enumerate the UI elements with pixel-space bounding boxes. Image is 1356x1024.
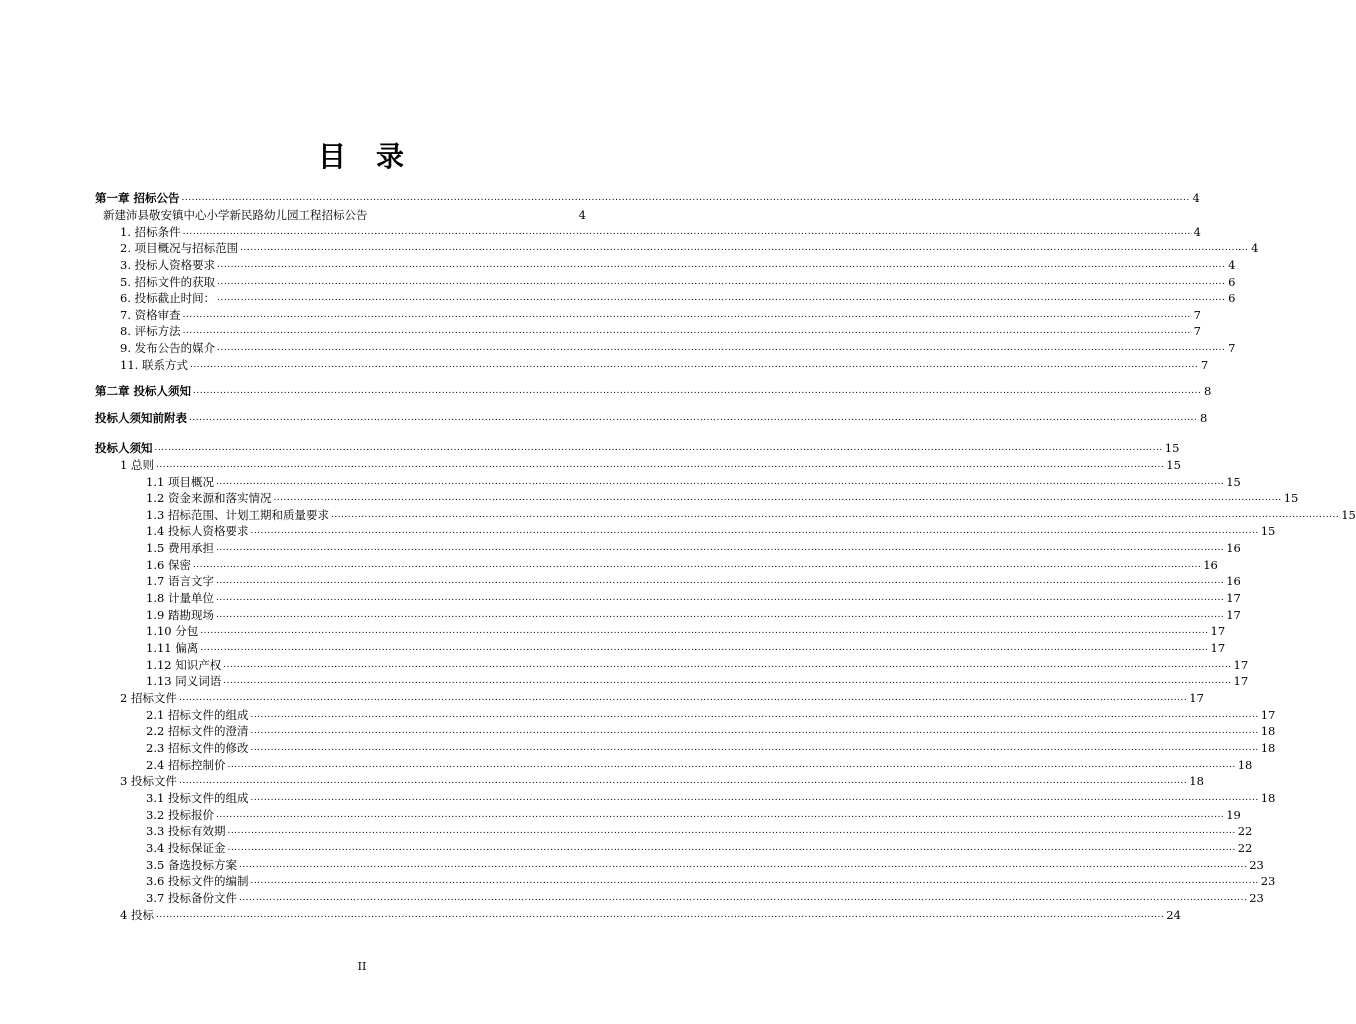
toc-entry[interactable] [146,807,1241,823]
toc-entry[interactable] [146,523,1276,539]
toc-entry[interactable] [95,190,1200,206]
toc-leader-dots: ............................................................................................................................................................................................................................................................................................................ [155,460,1165,470]
toc-entry[interactable] [146,723,1276,739]
toc-leader-dots: ............................................................................................................................................................................................................................................................................................................ [217,277,1226,287]
toc-entry-label: 3.1 投标文件的组成 [146,791,249,805]
toc-entry-label: 2.3 招标文件的修改 [146,741,249,755]
toc-entry-page-number: 7 [1193,308,1201,322]
toc-entry-label: 8. 评标方法 [120,324,181,338]
toc-entry-page-number: 4 [1192,191,1200,205]
toc-leader-dots: ............................................................................................................................................................................................................................................................................................................ [217,343,1226,353]
toc-leader-dots: ............................................................................................................................................................................................................................................................................................................ [215,543,1225,553]
toc-entry[interactable] [120,357,1209,373]
toc-entry-page-number: 8 [1203,384,1212,398]
toc-entry-page-number: 7 [1200,358,1209,372]
toc-entry-page-number: 23 [1249,858,1264,872]
toc-entry[interactable] [120,773,1204,789]
toc-leader-dots: ............................................................................................................................................................................................................................................................................................................ [154,443,1163,453]
toc-entry-page-number: 22 [1237,824,1253,838]
toc-leader-dots: ............................................................................................................................................................................................................................................................................................................ [223,676,1232,686]
toc-entry-page-number: 15 [1226,475,1241,489]
toc-entry-page-number: 16 [1226,574,1241,588]
toc-entry-label: 5. 招标文件的获取 [120,275,216,289]
toc-leader-dots: ............................................................................................................................................................................................................................................................................................................ [215,477,1225,487]
toc-leader-dots: ............................................................................................................................................................................................................................................................................................................ [200,643,1209,653]
toc-entry[interactable] [120,907,1181,923]
toc-entry-page-number: 18 [1260,791,1276,805]
toc-entry-page-number: 4 [578,208,586,222]
toc-entry[interactable] [120,274,1236,290]
toc-entry-label: 6. 投标截止时间： [120,291,216,305]
toc-entry[interactable] [120,240,1259,256]
toc-entry-label: 第二章 投标人须知 [95,384,192,398]
toc-entry-page-number: 15 [1341,508,1356,522]
toc-entry[interactable] [120,690,1204,706]
toc-entry-page-number: 17 [1233,674,1249,688]
toc-entry[interactable] [103,207,586,223]
toc-entry-label: 3.2 投标报价 [146,808,214,822]
toc-entry-page-number: 4 [1193,225,1201,239]
toc-leader-dots: ............................................................................................................................................................................................................................................................................................................ [217,293,1226,303]
toc-entry-page-number: 18 [1189,774,1204,788]
toc-entry-label: 2.2 招标文件的澄清 [146,724,249,738]
toc-entry-page-number: 22 [1237,841,1253,855]
toc-entry-page-number: 19 [1226,808,1241,822]
toc-entry-label: 投标人须知 [95,441,153,455]
toc-leader-dots: ............................................................................................................................................................................................................................................................................................................ [189,360,1199,370]
toc-entry-page-number: 16 [1203,558,1218,572]
toc-entry-label: 3. 投标人资格要求 [120,258,216,272]
toc-entry[interactable] [146,823,1253,839]
toc-entry-page-number: 6 [1228,291,1236,305]
toc-entry-label: 9. 发布公告的媒介 [120,341,216,355]
toc-entry[interactable] [146,474,1241,490]
toc-leader-dots: ............................................................................................................................................................................................................................................................................................................ [250,710,1259,720]
toc-entry-label: 1.5 费用承担 [146,541,214,555]
toc-leader-dots: ............................................................................................................................................................................................................................................................................................................ [240,243,1249,253]
toc-entry[interactable] [146,740,1276,756]
toc-leader-dots: ............................................................................................................................................................................................................................................................................................................ [330,510,1340,520]
toc-entry[interactable] [120,307,1201,323]
toc-leader-dots: ............................................................................................................................................................................................................................................................................................................ [193,386,1202,396]
title-char-1: 目 [317,140,348,173]
toc-leader-dots: ............................................................................................................................................................................................................................................................................................................ [215,593,1225,603]
toc-leader-dots: ............................................................................................................................................................................................................................................................................................................ [215,810,1225,820]
toc-entry-page-number: 16 [1226,541,1241,555]
toc-entry-label: 1.1 项目概况 [146,475,214,489]
toc-leader-dots: ............................................................................................................................................................................................................................................................................................................ [273,493,1282,503]
toc-entry-page-number: 4 [1228,258,1236,272]
toc-entry[interactable] [120,323,1201,339]
toc-entry[interactable] [120,290,1236,306]
toc-entry[interactable] [120,257,1236,273]
toc-entry-page-number: 7 [1193,324,1201,338]
toc-leader-dots: ............................................................................................................................................................................................................................................................................................................ [227,826,1236,836]
toc-entry-page-number: 17 [1226,591,1241,605]
toc-entry-label: 1.12 知识产权 [146,658,222,672]
toc-entry-label: 3.5 备选投标方案 [146,858,237,872]
toc-entry-page-number: 15 [1164,441,1180,455]
toc-entry-label: 1.7 语言文字 [146,574,214,588]
toc-entry[interactable] [146,757,1253,773]
toc-entry-page-number: 23 [1260,874,1276,888]
toc-entry[interactable] [95,410,1208,426]
toc-entry-label: 1 总则 [120,458,154,472]
toc-entry-label: 1.6 保密 [146,558,191,572]
toc-leader-dots: ............................................................................................................................................................................................................................................................................................................ [250,526,1259,536]
toc-leader-dots: ............................................................................................................................................................................................................................................................................................................ [182,326,1191,336]
toc-entry-page-number: 6 [1228,275,1236,289]
toc-entry-page-number: 17 [1189,691,1204,705]
toc-entry[interactable] [146,507,1356,523]
toc-entry-page-number: 18 [1260,724,1276,738]
toc-entry-page-number: 7 [1228,341,1236,355]
toc-leader-dots: ............................................................................................................................................................................................................................................................................................................ [238,893,1248,903]
toc-entry-label: 1. 招标条件 [120,225,181,239]
toc-leader-dots: ............................................................................................................................................................................................................................................................................................................ [217,260,1226,270]
toc-entry-page-number: 23 [1249,891,1264,905]
toc-entry[interactable] [146,490,1299,506]
toc-entry-page-number: 17 [1226,608,1241,622]
toc-entry[interactable] [120,224,1201,240]
toc-entry-label: 3.7 投标备份文件 [146,891,237,905]
toc-leader-dots: ............................................................................................................................................................................................................................................................................................................ [223,660,1232,670]
toc-entry-label: 2.4 招标控制价 [146,758,226,772]
toc-entry-label: 2 招标文件 [120,691,177,705]
toc-entry-page-number: 4 [1251,241,1259,255]
toc-entry-page-number: 24 [1166,908,1181,922]
toc-entry[interactable] [120,340,1236,356]
toc-entry-label: 新建沛县敬安镇中心小学新民路幼儿园工程招标公告 [103,208,368,222]
toc-entry-label: 1.3 招标范围、计划工期和质量要求 [146,508,329,522]
toc-entry-label: 投标人须知前附表 [95,411,187,425]
toc-leader-dots: ............................................................................................................................................................................................................................................................................................................ [155,910,1165,920]
toc-entry-label: 1.9 踏勘现场 [146,608,214,622]
toc-entry-page-number: 15 [1166,458,1181,472]
toc-leader-dots: ............................................................................................................................................................................................................................................................................................................ [178,776,1188,786]
toc-entry-label: 2. 项目概况与招标范围 [120,241,239,255]
toc-entry-page-number: 8 [1199,411,1208,425]
toc-entry-label: 1.11 偏离 [146,641,199,655]
toc-entry-label: 3.6 投标文件的编制 [146,874,249,888]
toc-leader-dots: ............................................................................................................................................................................................................................................................................................................ [181,193,1190,203]
toc-entry[interactable] [146,857,1264,873]
toc-entry-label: 1.13 同义词语 [146,674,222,688]
toc-leader-dots: ............................................................................................................................................................................................................................................................................................................ [227,843,1236,853]
toc-leader-dots: ............................................................................................................................................................................................................................................................................................................ [238,860,1248,870]
toc-leader-dots: ............................................................................................................................................................................................................................................................................................................ [250,743,1259,753]
toc-entry[interactable] [146,540,1241,556]
toc-entry[interactable] [146,707,1276,723]
toc-entry-label: 7. 资格审查 [120,308,181,322]
toc-entry-page-number: 17 [1210,641,1226,655]
toc-entry[interactable] [146,673,1249,689]
toc-leader-dots: ............................................................................................................................................................................................................................................................................................................ [182,310,1191,320]
toc-entry[interactable] [146,840,1253,856]
toc-leader-dots: ............................................................................................................................................................................................................................................................................................................ [250,726,1259,736]
toc-entry[interactable] [146,590,1241,606]
toc-entry-label: 3.3 投标有效期 [146,824,226,838]
toc-entry-page-number: 17 [1233,658,1249,672]
toc-entry-label: 3.4 投标保证金 [146,841,226,855]
toc-entry-label: 11. 联系方式 [120,358,188,372]
toc-leader-dots: ............................................................................................................................................................................................................................................................................................................ [182,227,1191,237]
toc-entry-label: 3 投标文件 [120,774,177,788]
toc-leader-dots: ............................................................................................................................................................................................................................................................................................................ [178,693,1188,703]
toc-entry[interactable] [146,557,1218,573]
toc-entry-label: 第一章 招标公告 [95,191,180,205]
toc-entry[interactable] [146,790,1276,806]
toc-entry[interactable] [146,607,1241,623]
toc-entry[interactable] [146,657,1249,673]
toc-entry-page-number: 18 [1260,741,1276,755]
toc-entry-label: 1.10 分包 [146,624,199,638]
toc-entry[interactable] [146,623,1226,639]
toc-leader-dots: ............................................................................................................................................................................................................................................................................................................ [189,413,1198,423]
toc-entry-page-number: 18 [1237,758,1253,772]
toc-entry-label: 4 投标 [120,908,154,922]
toc-entry-label: 1.4 投标人资格要求 [146,524,249,538]
toc-leader-dots: ............................................................................................................................................................................................................................................................................................................ [250,793,1259,803]
toc-entry-label: 2.1 招标文件的组成 [146,708,249,722]
toc-leader-dots: ............................................................................................................................................................................................................................................................................................................ [250,876,1259,886]
toc-leader-dots: ............................................................................................................................................................................................................................................................................................................ [215,576,1225,586]
toc-entry-page-number: 17 [1210,624,1226,638]
toc-entry[interactable] [146,640,1226,656]
toc-entry-page-number: 17 [1260,708,1276,722]
toc-entry-page-number: 15 [1260,524,1276,538]
toc-leader-dots: ............................................................................................................................................................................................................................................................................................................ [192,560,1202,570]
toc-entry-label: 1.2 资金来源和落实情况 [146,491,272,505]
toc-entry[interactable] [146,890,1264,906]
toc-entry[interactable] [95,383,1212,399]
toc-entry[interactable] [146,573,1241,589]
toc-entry[interactable] [120,457,1181,473]
toc-entry-label: 1.8 计量单位 [146,591,214,605]
toc-leader-dots: ............................................................................................................................................................................................................................................................................................................ [227,760,1236,770]
toc-entry-page-number: 15 [1283,491,1299,505]
title-char-2: 录 [376,140,407,173]
page-number-footer: II [357,960,367,973]
toc-leader-dots: ............................................................................................................................................................................................................................................................................................................ [200,626,1209,636]
toc-entry[interactable] [146,873,1276,889]
toc-entry[interactable] [95,440,1180,456]
toc-leader-dots: ............................................................................................................................................................................................................................................................................................................ [215,610,1225,620]
